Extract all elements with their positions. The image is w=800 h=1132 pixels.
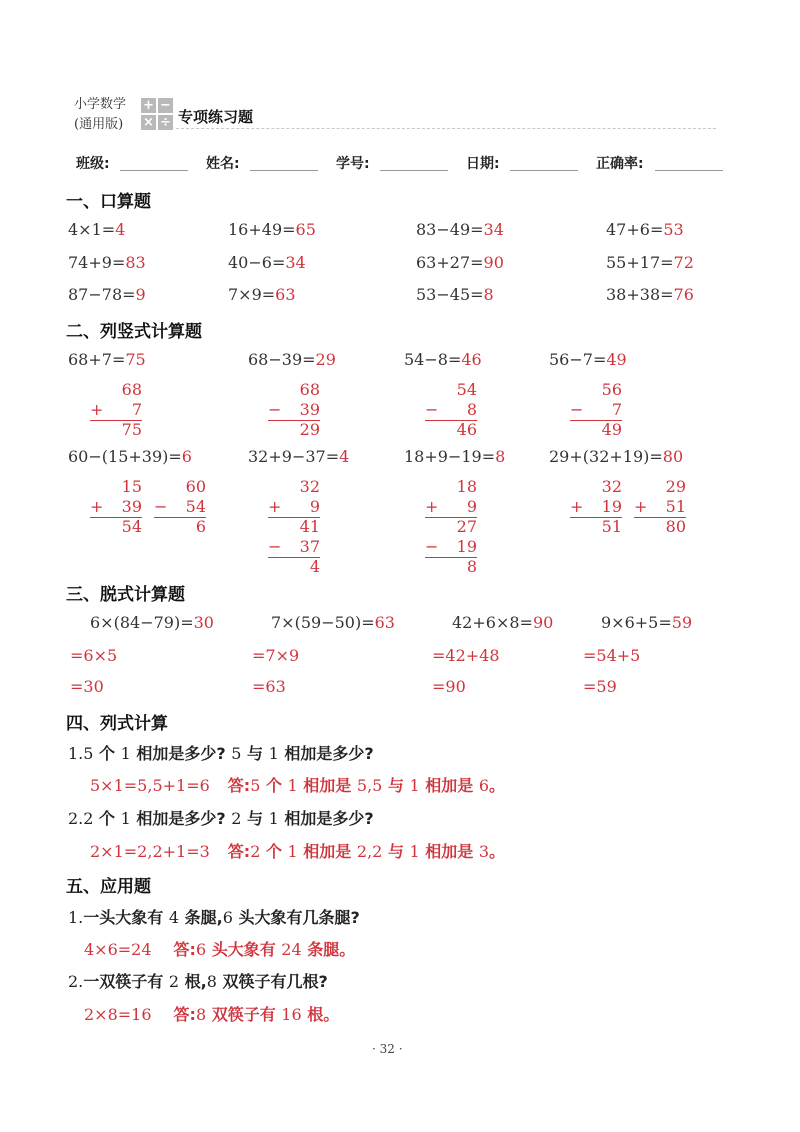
brand-label: 小学数学 (通用版) xyxy=(74,97,127,132)
oral-item: 55+17=72 xyxy=(606,253,694,272)
oral-item: 4×1=4 xyxy=(68,220,126,239)
accuracy-blank[interactable] xyxy=(655,170,723,171)
class-blank[interactable] xyxy=(120,170,188,171)
oral-item: 63+27=90 xyxy=(416,253,504,272)
vertical-work: 18 + 9 27 − 19 8 xyxy=(425,477,477,576)
oral-item: 38+38=76 xyxy=(606,285,694,304)
applied-answer: 4×6=24 答:6 头大象有 24 条腿。 xyxy=(84,940,356,959)
class-label: 班级: xyxy=(76,156,110,172)
written-question: 1.5 个 1 相加是多少? 5 与 1 相加是多少? xyxy=(68,744,374,763)
stepwise-question: 6×(84−79)=30 xyxy=(90,613,214,632)
vertical-question: 32+9−37=4 xyxy=(248,447,350,466)
plus-icon: + xyxy=(141,98,156,113)
page-number: · 32 · xyxy=(372,1042,403,1056)
vertical-work: 54 − 8 46 xyxy=(425,380,477,439)
oral-item: 53−45=8 xyxy=(416,285,494,304)
stepwise-step: =59 xyxy=(583,677,617,696)
stepwise-question: 42+6×8=90 xyxy=(452,613,554,632)
header-divider xyxy=(176,128,716,129)
vertical-question: 54−8=46 xyxy=(404,350,482,369)
oral-item: 16+49=65 xyxy=(228,220,316,239)
stepwise-step: =7×9 xyxy=(252,646,300,665)
operators-logo xyxy=(141,98,175,132)
stepwise-step: =54+5 xyxy=(583,646,641,665)
student-id-blank[interactable] xyxy=(380,170,448,171)
section-title-written: 四、列式计算 xyxy=(66,714,168,734)
divide-icon: ÷ xyxy=(158,115,173,130)
vertical-work: 32 + 19 51 xyxy=(570,477,622,536)
vertical-question: 56−7=49 xyxy=(549,350,627,369)
section-title-oral: 一、口算题 xyxy=(66,192,151,212)
name-label: 姓名: xyxy=(206,156,240,172)
stepwise-question: 9×6+5=59 xyxy=(601,613,693,632)
name-blank[interactable] xyxy=(250,170,318,171)
vertical-work: 68 + 7 75 xyxy=(90,380,142,439)
vertical-question: 68+7=75 xyxy=(68,350,146,369)
applied-question: 2.一双筷子有 2 根,8 双筷子有几根? xyxy=(68,972,328,991)
written-answer: 2×1=2,2+1=3 答:2 个 1 相加是 2,2 与 1 相加是 3。 xyxy=(90,842,506,861)
stepwise-step: =63 xyxy=(252,677,286,696)
oral-item: 7×9=63 xyxy=(228,285,296,304)
times-icon: × xyxy=(141,115,156,130)
oral-item: 47+6=53 xyxy=(606,220,684,239)
section-title-applied: 五、应用题 xyxy=(66,877,151,897)
section-title-vertical: 二、列竖式计算题 xyxy=(66,322,202,342)
vertical-question: 60−(15+39)=6 xyxy=(68,447,192,466)
vertical-work: 56 − 7 49 xyxy=(570,380,622,439)
applied-question: 1.一头大象有 4 条腿,6 头大象有几条腿? xyxy=(68,908,360,927)
applied-answer: 2×8=16 答:8 双筷子有 16 根。 xyxy=(84,1005,340,1024)
accuracy-label: 正确率: xyxy=(596,156,644,172)
oral-item: 87−78=9 xyxy=(68,285,146,304)
vertical-work: 60 − 54 6 xyxy=(154,477,206,536)
date-label: 日期: xyxy=(466,156,500,172)
oral-item: 40−6=34 xyxy=(228,253,306,272)
vertical-work: 29 + 51 80 xyxy=(634,477,686,536)
minus-icon: − xyxy=(158,98,173,113)
written-answer: 5×1=5,5+1=6 答:5 个 1 相加是 5,5 与 1 相加是 6。 xyxy=(90,776,506,795)
page-title: 专项练习题 xyxy=(178,108,254,126)
vertical-work: 32 + 9 41 − 37 4 xyxy=(268,477,320,576)
oral-item: 74+9=83 xyxy=(68,253,146,272)
vertical-work: 15 + 39 54 xyxy=(90,477,142,536)
section-title-stepwise: 三、脱式计算题 xyxy=(66,585,185,605)
date-blank[interactable] xyxy=(510,170,578,171)
vertical-question: 68−39=29 xyxy=(248,350,336,369)
vertical-question: 18+9−19=8 xyxy=(404,447,506,466)
stepwise-question: 7×(59−50)=63 xyxy=(271,613,395,632)
student-id-label: 学号: xyxy=(336,156,370,172)
stepwise-step: =30 xyxy=(70,677,104,696)
stepwise-step: =42+48 xyxy=(432,646,500,665)
stepwise-step: =6×5 xyxy=(70,646,118,665)
vertical-work: 68 − 39 29 xyxy=(268,380,320,439)
written-question: 2.2 个 1 相加是多少? 2 与 1 相加是多少? xyxy=(68,809,374,828)
stepwise-step: =90 xyxy=(432,677,466,696)
vertical-question: 29+(32+19)=80 xyxy=(549,447,684,466)
oral-item: 83−49=34 xyxy=(416,220,504,239)
